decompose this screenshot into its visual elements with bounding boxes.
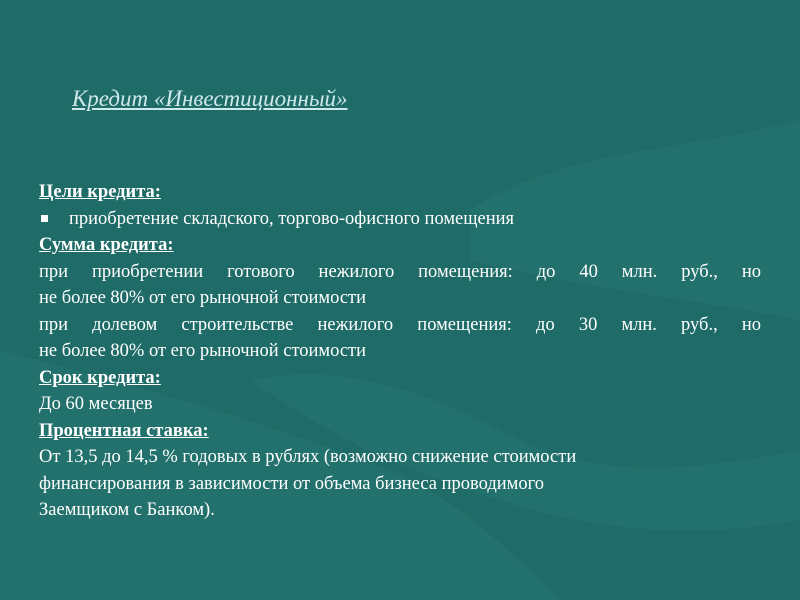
amount-line: не более 80% от его рыночной стоимости [39,341,367,361]
amount-line: не более 80% от его рыночной стоимости [39,288,367,308]
section-heading-term: Срок кредита: [39,367,161,388]
slide-title: Кредит «Инвестиционный» [72,86,348,111]
list-item [39,206,761,233]
amount-line: при приобретении готового нежилого помещения: до 40 млн. руб., но [39,261,761,282]
rate-line: От 13,5 до 14,5 % годовых в рублях (возможно снижение стоимости [39,447,577,467]
section-heading-rate: Процентная ставка: [39,420,209,441]
amount-line: при долевом строительстве нежилого помещения: до 30 млн. руб., но [39,314,761,335]
term-text: До 60 месяцев [39,394,153,414]
list-item-text: приобретение складского, торгово-офисного помещения [69,208,515,229]
section-heading-goals: Цели кредита: [39,182,161,202]
square-bullet-icon [41,215,48,222]
rate-line: финансирования в зависимости от объема бизнеса проводимого [39,473,544,494]
rate-line: Заемщиком с Банком). [39,500,215,520]
slide-content [39,179,761,524]
section-heading-amount: Сумма кредита: [39,235,174,255]
